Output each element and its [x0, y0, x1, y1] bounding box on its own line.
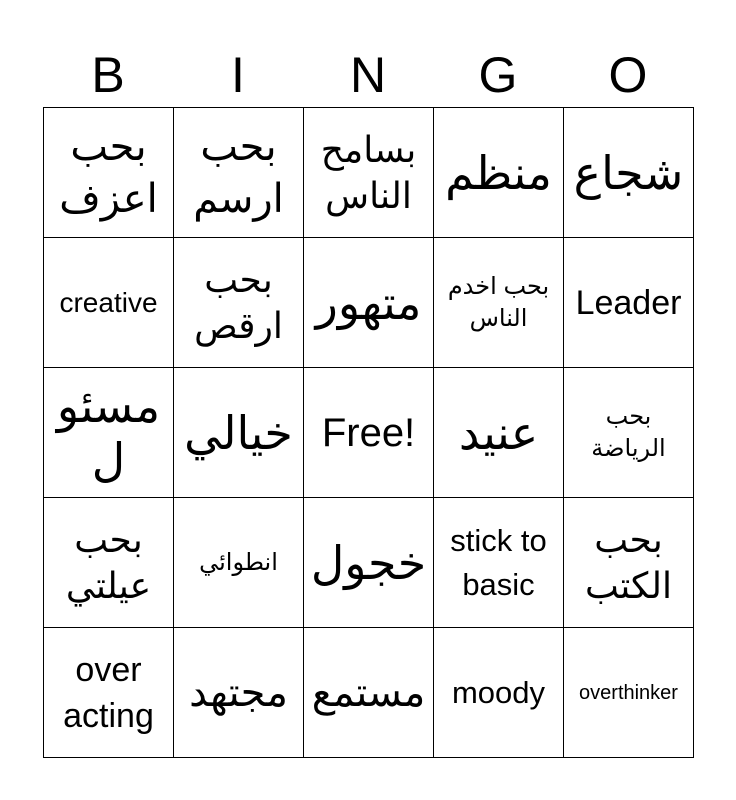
- cell-text: Leader: [575, 283, 682, 322]
- cell-text: بحب اخدم الناس: [447, 272, 550, 332]
- bingo-cell[interactable]: [174, 368, 304, 498]
- cell-text: مستمع: [311, 670, 426, 715]
- bingo-cell[interactable]: [304, 238, 434, 368]
- bingo-cell[interactable]: [44, 368, 174, 498]
- bingo-cell[interactable]: [44, 628, 174, 758]
- cell-text: شجاع: [573, 146, 684, 199]
- cell-text: بحب الرياضة: [591, 402, 666, 462]
- bingo-cell[interactable]: [304, 498, 434, 628]
- cell-text: بحب ارسم: [193, 124, 284, 221]
- cell-text: مسئول: [56, 379, 161, 486]
- header-letter-i: I: [231, 47, 245, 103]
- bingo-cell[interactable]: [434, 238, 564, 368]
- bingo-cell[interactable]: [174, 498, 304, 628]
- cell-text: بحب ارقص: [194, 258, 283, 346]
- bingo-header: [43, 42, 693, 108]
- cell-text: over acting: [63, 650, 154, 735]
- bingo-cell[interactable]: [304, 108, 434, 238]
- bingo-cell[interactable]: [434, 498, 564, 628]
- cell-text: انطوائي: [199, 548, 278, 576]
- cell-text: مجتهد: [189, 670, 288, 715]
- bingo-cell[interactable]: [564, 238, 694, 368]
- bingo-cell[interactable]: [434, 108, 564, 238]
- bingo-cell[interactable]: [564, 108, 694, 238]
- bingo-board: [43, 107, 694, 758]
- header-letter-n: N: [349, 47, 387, 103]
- header-letter-b: B: [91, 47, 125, 103]
- bingo-cell[interactable]: [44, 108, 174, 238]
- bingo-cell[interactable]: [304, 628, 434, 758]
- cell-text: خيالي: [184, 406, 293, 459]
- cell-text: Free!: [321, 410, 416, 455]
- bingo-cell[interactable]: [174, 238, 304, 368]
- bingo-cell[interactable]: [564, 628, 694, 758]
- bingo-cell[interactable]: [564, 368, 694, 498]
- cell-text: stick to basic: [450, 522, 547, 602]
- cell-text: عنيد: [458, 406, 539, 459]
- cell-text: بحب اعزف: [59, 124, 158, 221]
- bingo-cell[interactable]: [44, 498, 174, 628]
- bingo-cell[interactable]: [434, 368, 564, 498]
- bingo-cell[interactable]: [434, 628, 564, 758]
- cell-text: overthinker: [579, 681, 678, 704]
- cell-text: منظم: [445, 146, 552, 199]
- cell-text: بسامح الناس: [320, 128, 417, 216]
- free-space[interactable]: [304, 368, 434, 498]
- header-letter-g: G: [478, 47, 518, 103]
- bingo-cell[interactable]: [174, 628, 304, 758]
- cell-text: بحب عيلتي: [65, 518, 152, 606]
- cell-text: متهور: [315, 276, 422, 329]
- cell-text: بحب الكتب: [584, 518, 673, 606]
- cell-text: creative: [59, 286, 158, 318]
- bingo-cell[interactable]: [174, 108, 304, 238]
- bingo-cell[interactable]: [44, 238, 174, 368]
- header-letter-o: O: [608, 47, 648, 103]
- cell-text: moody: [451, 674, 546, 710]
- bingo-cell[interactable]: [564, 498, 694, 628]
- cell-text: خجول: [310, 536, 427, 589]
